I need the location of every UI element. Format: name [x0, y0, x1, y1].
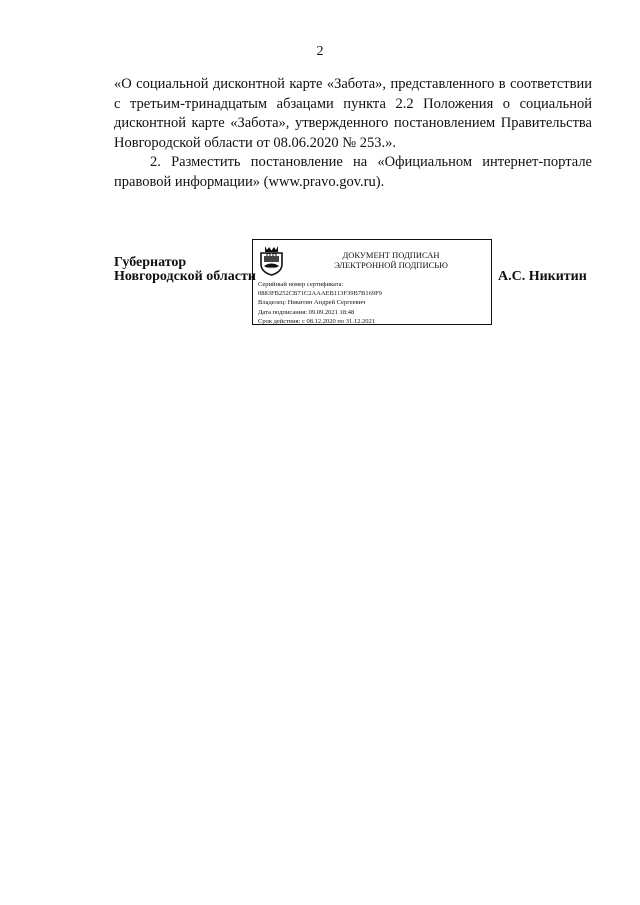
- stamp-serial-label: Серийный номер сертификата:: [258, 281, 344, 288]
- electronic-signature-stamp: [252, 239, 492, 325]
- stamp-details: [258, 280, 382, 326]
- stamp-serial: 0883FB252CB71C2AAAEB113F39B7B169F9: [258, 290, 383, 298]
- document-body: [114, 75, 592, 193]
- stamp-title-line2: ЭЛЕКТРОННОЙ ПОДПИСЬЮ: [334, 260, 448, 270]
- signer-name: А.С. Никитин: [498, 269, 587, 284]
- coat-of-arms-icon: [258, 244, 285, 276]
- paragraph-2: 2. Разместить постановление на «Официальном интернет-портале правовой информации» (www.pravo.gov.ru).: [114, 154, 592, 190]
- stamp-owner: Владелец: Никитин Андрей Сергеевич: [258, 299, 366, 307]
- signer-position: [114, 256, 256, 284]
- paragraph-1: «О социальной дисконтной карте «Забота», представленного в соответствии с третьим-тринадцатым абзацами пункта 2.2 Положения о социальной дисконтной карте «Забота», утвержденного постановлением Правительства Новгородской области от 08.06.2020 № 253.».: [114, 76, 592, 151]
- page-number: 2: [316, 44, 324, 59]
- signer-position-line1: Губернатор: [114, 255, 187, 270]
- stamp-validity: Срок действия: с 08.12.2020 по 31.12.2021: [258, 317, 375, 325]
- signer-position-line2: Новгородской области: [114, 269, 256, 284]
- stamp-title: [293, 250, 489, 270]
- stamp-title-line1: ДОКУМЕНТ ПОДПИСАН: [342, 250, 440, 260]
- stamp-signed-date: Дата подписания: 09.09.2021 18:48: [258, 308, 355, 316]
